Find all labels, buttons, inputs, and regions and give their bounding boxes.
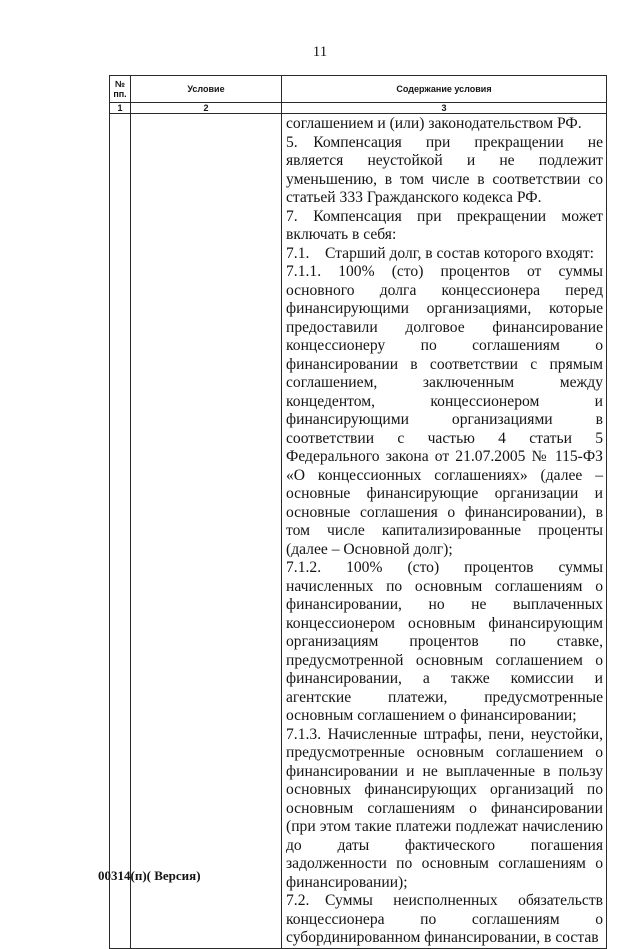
content-paragraph: соглашением и (или) законодательством РФ. [286,115,582,132]
table-header-row [110,76,607,103]
content-paragraph: 5. Компенсация при прекращении не является неустойкой и не подлежит уменьшению, в том числе в соответствии со статьей 333 Гражданского кодекса РФ. [286,133,603,206]
number-cell [110,114,131,949]
header-content: Содержание условия [282,76,607,103]
page-number: 11 [312,44,328,60]
content-paragraph: 7.1.3. Начисленные штрафы, пени, неустойки, предусмотренные основным соглашением о финансировании и не выплаченные в пользу основных финансирующих организаций по основным соглашениям о финансировании (при этом такие платежи подлежат начислению до даты фактического погашения задолженности по основным соглашениям о финансировании); [286,725,603,891]
content-cell [282,114,607,949]
column-number-3: 3 [282,103,607,114]
table-row [110,114,607,949]
column-number-1: 1 [110,103,131,114]
content-paragraph: 7.2. Суммы неисполненных обязательств концессионера по соглашениям о субординированном финансировании, в состав [286,892,603,946]
column-number-2: 2 [131,103,282,114]
content-paragraph: 7. Компенсация при прекращении может включать в себя: [286,207,603,243]
column-number-row [110,103,607,114]
document-footer: 00314(п)( Версия) [98,868,201,883]
header-number: № пп. [110,76,131,103]
condition-cell [131,114,282,949]
content-paragraph: 7.1. Старший долг, в состав которого входят: [286,244,594,262]
content-paragraph: 7.1.1. 100% (сто) процентов от суммы основного долга концессионера перед финансирующими организациями, которые предоставили долговое финансирование концессионеру по соглашениям о финансировании в соответствии с прямым соглашением, заключенным между концедентом, концессионером и финансирующими организациями в соответствии с частью 4 статьи 5 Федерального закона от 21.07.2005 № 115-ФЗ «О концессионных соглашениях» (далее – основные финансирующие организации и основные соглашения о финансировании), в том числе капитализированные проценты (далее – Основной долг); [286,263,603,558]
header-condition: Условие [131,76,282,103]
content-paragraph: 7.1.2. 100% (сто) процентов суммы начисленных по основным соглашениям о финансировании, но не выплаченных концессионером основным финансирующим организациям процентов по ставке, предусмотренной основным соглашением о финансировании, а также комиссии и агентские платежи, предусмотренные основным соглашением о финансировании; [286,559,603,724]
conditions-table [109,75,607,949]
